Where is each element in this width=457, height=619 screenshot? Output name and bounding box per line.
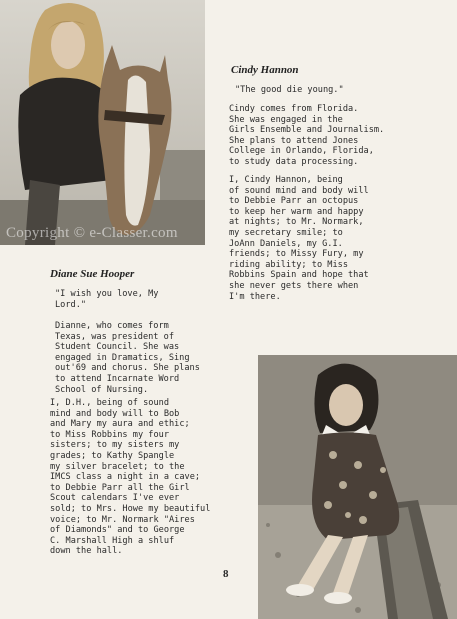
cindy-bio: Cindy comes from Florida. She was engaged in the Girls Ensemble and Journalism. She plans to attend Jones College in Orlando, Florida, to study data processing.	[229, 104, 385, 167]
diane-bio: Dianne, who comes form Texas, was president of Student Council. She was engaged in Dramatics, Sing out'69 and chorus. She plans to attend Incarnate Word School of Nursing.	[55, 321, 200, 395]
photo-girl-on-horse	[0, 0, 205, 245]
diane-quote: "I wish you love, My Lord."	[55, 289, 159, 310]
copyright-watermark: Copyright © e-Classer.com	[6, 225, 178, 241]
page-number: 8	[223, 568, 229, 580]
cindy-name-heading: Cindy Hannon	[231, 64, 299, 76]
diane-name-heading: Diane Sue Hooper	[50, 268, 135, 280]
photo-girl-on-slide	[258, 355, 457, 619]
cindy-will: I, Cindy Hannon, being of sound mind and body will to Debbie Parr an octopus to keep her warm and happy at nights; to Mr. Normark, my secretary smile; to JoAnn Daniels, my G.I. friends; to Missy Fury, my riding ability; to Miss Robbins Spain and hope that she never gets there when I'm there.	[229, 175, 369, 302]
cindy-quote: "The good die young."	[235, 85, 344, 95]
diane-will: I, D.H., being of sound mind and body will to Bob and Mary my aura and ethic; to Miss Robbins my four sisters; to my sisters my grades; to Kathy Spangle my silver bracelet; to the IMCS class a night in a cave; to Debbie Parr all the Girl Scout calendars I've ever sold; to Mrs. Howe my beautiful voice; to Mr. Normark "Aires of Diamonds" and to George C. Marshall High a shluf down the hall.	[50, 398, 211, 557]
